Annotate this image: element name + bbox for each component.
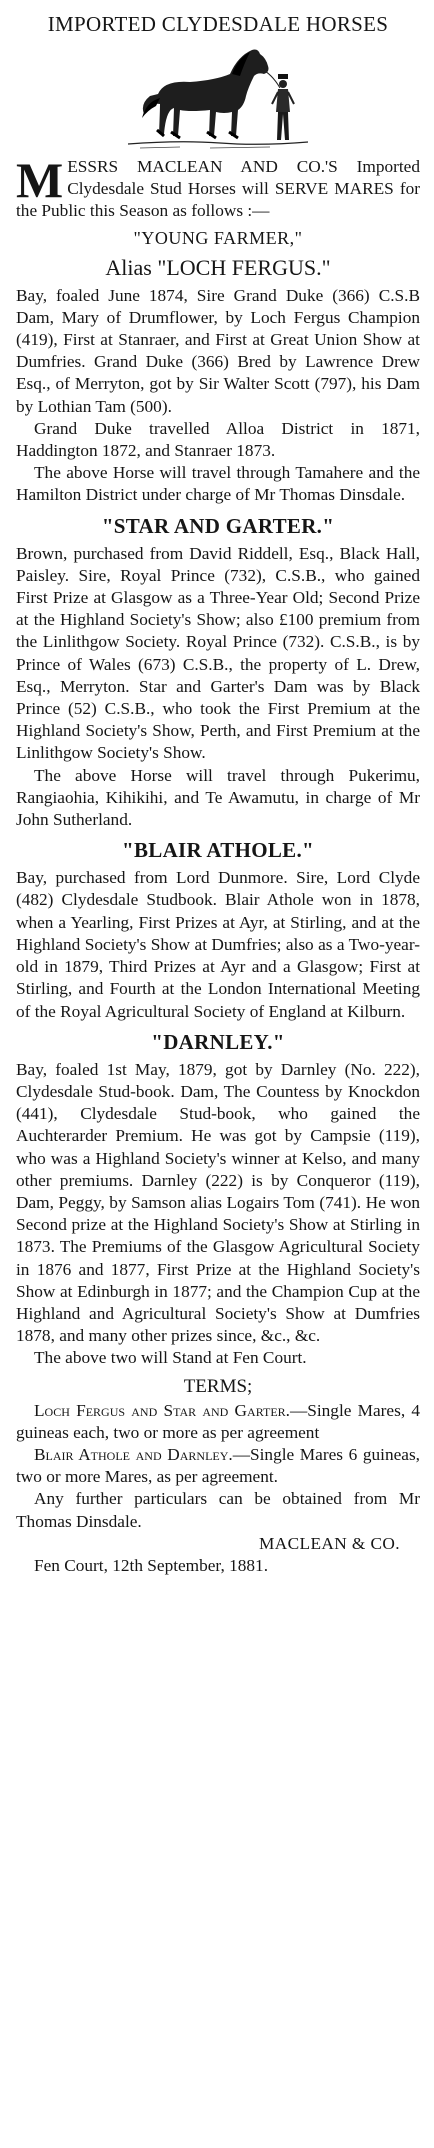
advert-title: IMPORTED CLYDESDALE HORSES <box>47 12 389 36</box>
horse3-name: "BLAIR ATHOLE." <box>122 838 314 863</box>
terms-2-text: —Single Mares 6 guineas, two or more Mares, as per agreement. <box>16 1444 421 1487</box>
horse1-paragraph-2: Grand Duke travelled Alloa District in 1871, Haddington 1872, and Stanraer 1873. <box>16 418 420 461</box>
drop-cap: M <box>16 152 64 208</box>
horse3-paragraph-1: Bay, purchased from Lord Dunmore. Sire, Lord Clyde (482) Clydesdale Studbook. Blair Athole won in 1878, when a Yearling, First Prizes at Ayr, at Stirling, and at the Highland Society's Show at Dumfries; also as a Two-year-old in 1879, Third Prizes at Ayr and a Glasgow; First at Stirling, and Fourth at the London International Meeting of the Royal Agricultural Society of England at Kilburn. <box>16 868 420 1021</box>
terms-2-horses: Blair Athole and Darnley. <box>34 1444 233 1464</box>
intro-paragraph <box>16 152 420 223</box>
terms-heading: TERMS; <box>183 1375 253 1397</box>
horse1-paragraph-1: Bay, foaled June 1874, Sire Grand Duke (366) C.S.B Dam, Mary of Drumflower, by Loch Fergus Champion (419), First at Stanraer, and First at Great Union Show at Dumfries. Grand Duke (366) Bred by Lawrence Drew Esq., of Merryton, got by Sir Walter Scott (797), his Dam by Lothian Tam (500). <box>16 285 420 416</box>
horse4-paragraph-2: The above two will Stand at Fen Court. <box>34 1348 307 1368</box>
horse4-paragraph-1: Bay, foaled 1st May, 1879, got by Darnley (No. 222), Clydesdale Stud-book. Dam, The Countess by Knockdon (441), Clydesdale Stud-book, who gained the Auchterarder Premium. He was got by Campsie (119), who was a Highland Society's winner at Kelso, and many other premiums. Darnley (222) is by Conqueror (119), Dam, Peggy, by Samson alias Logairs Tom (741). He won Second prize at the Highland Society's Show at Stirling in 1873. The Premiums of the Glasgow Agricultural Society in 1876 and 1877, First Prize at the Highland Society's Show at Edinburgh in 1877; and the Champion Cup at the Highland and Agricultural Society's Show at Dumfries 1878, and many other prizes since, &c., &c. <box>16 1059 420 1346</box>
intro-text: ESSRS MACLEAN AND CO.'S Imported Clydesdale Stud Horses will SERVE MARES for the Public this Season as follows :— <box>16 157 420 221</box>
horse1-alias: Alias "LOCH FERGUS." <box>105 254 331 280</box>
horse1-name: "YOUNG FARMER," <box>133 227 303 248</box>
terms-line-1 <box>16 1400 420 1444</box>
signature: MACLEAN & CO. <box>258 1533 400 1553</box>
date-line: Fen Court, 12th September, 1881. <box>34 1555 269 1575</box>
terms-1-text: —Single Mares, 4 guineas each, two or more as per agreement <box>16 1400 420 1442</box>
horse4-name: "DARNLEY." <box>151 1029 285 1054</box>
horse-and-groom-illustration <box>120 44 316 152</box>
horse2-paragraph-1: Brown, purchased from David Riddell, Esq., Black Hall, Paisley. Sire, Royal Prince (732), C.S.B., who gained First Prize at Glasgow as a Three-Year Old; Second Prize at the Highland Society's Show; also £100 premium from the Linlithgow Society. Royal Prince (732). C.S.B., is by Prince of Wales (673) C.S.B., the property of L. Drew, Esq., Merryton. Star and Garter's Dam was by Black Prince (52) C.S.B., who took the First Premium at the Highland Society's Show, Perth, and First Premium at the Linlithgow Society's Show. <box>16 543 420 763</box>
terms-1-horses: Loch Fergus and Star and Garter. <box>34 1400 290 1420</box>
horse1-paragraph-3: The above Horse will travel through Tamahere and the Hamilton District under charge of Mr Thomas Dinsdale. <box>16 463 420 505</box>
terms-line-2 <box>16 1444 420 1488</box>
horse2-name: "STAR AND GARTER." <box>101 513 335 538</box>
horse2-paragraph-2: The above Horse will travel through Pukerimu, Rangiaohia, Kihikihi, and Te Awamutu, in charge of Mr John Sutherland. <box>16 765 420 830</box>
terms-line-3: Any further particulars can be obtained from Mr Thomas Dinsdale. <box>16 1489 420 1531</box>
